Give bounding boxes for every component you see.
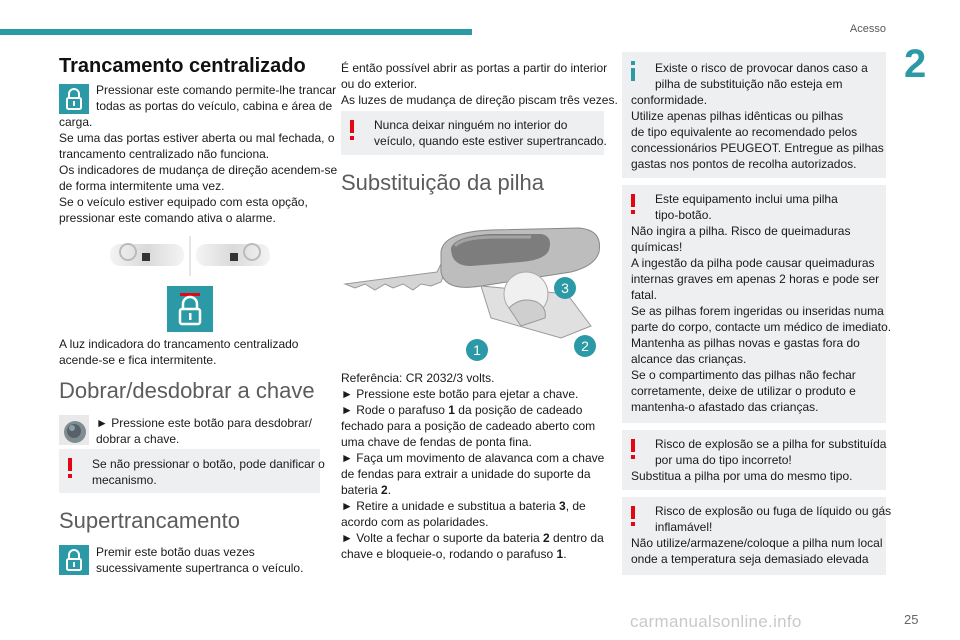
step-3-line-3: bateria 2. [341,483,392,497]
central-locking-title: Trancamento centralizado [59,55,306,77]
info-line-4: Utilize apenas pilhas idênticas ou pilhas [631,109,844,123]
step-3-line-1: ► Faça um movimento de alavanca com a chave [341,451,605,465]
safety-line-5: A ingestão da pilha pode causar queimaduras [631,256,875,270]
fold-warning-line-2: mecanismo. [92,473,157,487]
intro-line-2: todas as portas do veículo, cabina e área de [96,99,333,113]
super-warning-line-2: veículo, quando este estiver supertrancado. [374,134,607,148]
intro-line-1: Pressionar este comando permite-lhe trancar [96,83,337,97]
key-fold-button-icon [59,415,89,445]
column-2 [330,0,618,640]
safety-line-8: Se as pilhas forem ingeridas ou inseridas numa [631,304,884,318]
page-number: 25 [904,612,919,627]
battery-replacement-title: Substituição da pilha [341,170,545,195]
super-warning-line-1: Nunca deixar ninguém no interior do [374,118,568,132]
callout-1-label: 1 [473,342,481,358]
lock-icon [59,84,89,114]
col2-line-3: As luzes de mudança de direção piscam três vezes. [341,93,618,107]
para-line-1: Se uma das portas estiver aberta ou mal fechada, o [59,131,335,145]
key-battery-illustration [341,222,603,364]
para-line-4: de forma intermitente uma vez. [59,179,225,193]
callout-2 [574,335,596,357]
step-5-line-1: ► Volte a fechar o suporte da bateria 2 dentro da [341,531,604,545]
safety-line-9: parte do corpo, contacte um médico de imediato. [631,320,892,334]
para-line-6: pressionar este comando ativa o alarme. [59,211,276,225]
warning-icon [66,458,74,478]
warning-icon [629,506,637,526]
info-line-1: Existe o risco de provocar danos caso a [655,61,868,75]
watermark: carmanualsonline.info [630,612,802,631]
safety-line-4: químicas! [631,240,683,254]
super-line-1: Premir este botão duas vezes [96,545,255,559]
info-icon [629,61,637,81]
fold-warning-box [59,449,325,493]
step-2-line-2: fechado para a posição de cadeado aberto com [341,419,596,433]
fold-warning-line-1: Se não pressionar o botão, pode danificar o [92,457,325,471]
super-warning-box [341,111,607,155]
section-name: Acesso [849,23,886,35]
type-warning-line-3: Substitua a pilha por uma do mesmo tipo. [631,469,853,483]
callout-3-label: 3 [561,280,569,296]
step-3-line-2: de fendas para extrair a unidade do suporte da [341,467,591,481]
lock-indicator-icon [167,286,213,332]
leak-warning-line-3: Não utilize/armazene/coloque a pilha num local [631,536,883,550]
intro-line-3: carga. [59,115,93,129]
info-line-7: gastas nos pontos de recolha autorizados. [631,157,857,171]
info-line-2: pilha de substituição não esteja em [655,77,843,91]
step-5-line-2: chave e bloqueie-o, rodando o parafuso 1. [341,547,567,561]
type-warning-line-1: Risco de explosão se a pilha for substituída [655,437,887,451]
fold-key-title: Dobrar/desdobrar a chave [59,378,315,403]
safety-line-7: fatal. [631,288,658,302]
info-line-5: de tipo equivalente ao recomendado pelos [631,125,858,139]
fold-line-2: dobrar a chave. [96,432,180,446]
chapter-number: 2 [904,42,927,86]
col2-line-2: ou do exterior. [341,77,418,91]
para-line-3: Os indicadores de mudança de direção acendem-se [59,163,338,177]
warning-icon [629,439,637,459]
super-locking-title: Supertrancamento [59,508,240,533]
step-4-line-2: acordo com as polaridades. [341,515,489,529]
warning-icon [629,194,637,214]
info-line-6: concessionários PEUGEOT. Entregue as pilhas [631,141,884,155]
safety-line-14: mantenha-o afastado das crianças. [631,400,819,414]
battery-reference: Referência: CR 2032/3 volts. [341,371,495,385]
column-1 [0,0,338,640]
type-warning-line-2: por uma do tipo incorreto! [655,453,792,467]
para-line-5: Se o veículo estiver equipado com esta opção, [59,195,308,209]
safety-line-6: internas graves em apenas 2 horas e pode ser [631,272,880,286]
super-line-2: sucessivamente supertranca o veículo. [96,561,304,575]
para-line-2: trancamento centralizado não funciona. [59,147,270,161]
safety-line-12: Se o compartimento das pilhas não fechar [631,368,856,382]
safety-line-13: corretamente, deixe de utilizar o produto e [631,384,856,398]
battery-info-box [622,52,886,178]
fold-line-1: ► Pressione este botão para desdobrar/ [96,416,313,430]
safety-line-11: alcance das crianças. [631,352,747,366]
callout-2-label: 2 [581,338,589,354]
leak-warning-line-1: Risco de explosão ou fuga de líquido ou gás [655,504,892,518]
info-line-3: conformidade. [631,93,708,107]
warning-icon [348,120,356,140]
explosion-type-warning-box [622,430,886,490]
callout-3 [554,277,576,299]
column-3 [620,0,890,640]
lock-icon [59,545,89,575]
lamp-line-1: A luz indicadora do trancamento centralizado [59,337,299,351]
explosion-leak-warning-box [622,497,892,575]
leak-warning-line-4: onde a temperatura seja demasiado elevada [631,552,869,566]
leak-warning-line-2: inflamável! [655,520,713,534]
step-4-line-1: ► Retire a unidade e substitua a bateria 3, de [341,499,586,513]
step-1: ► Pressione este botão para ejetar a chave. [341,387,579,401]
safety-line-1: Este equipamento inclui uma pilha [655,192,838,206]
safety-line-10: Mantenha as pilhas novas e gastas fora do [631,336,860,350]
dashboard-button-illustration [110,236,270,276]
col2-line-1: É então possível abrir as portas a partir do interior [341,61,608,75]
battery-safety-warning-box [622,185,892,423]
callout-1 [466,339,488,361]
lamp-line-2: acende-se e fica intermitente. [59,353,217,367]
step-2-line-1: ► Rode o parafuso 1 da posição de cadeado [341,403,583,417]
safety-line-2: tipo-botão. [655,208,712,222]
safety-line-3: Não ingira a pilha. Risco de queimaduras [631,224,851,238]
step-2-line-3: uma chave de fendas de ponta fina. [341,435,532,449]
